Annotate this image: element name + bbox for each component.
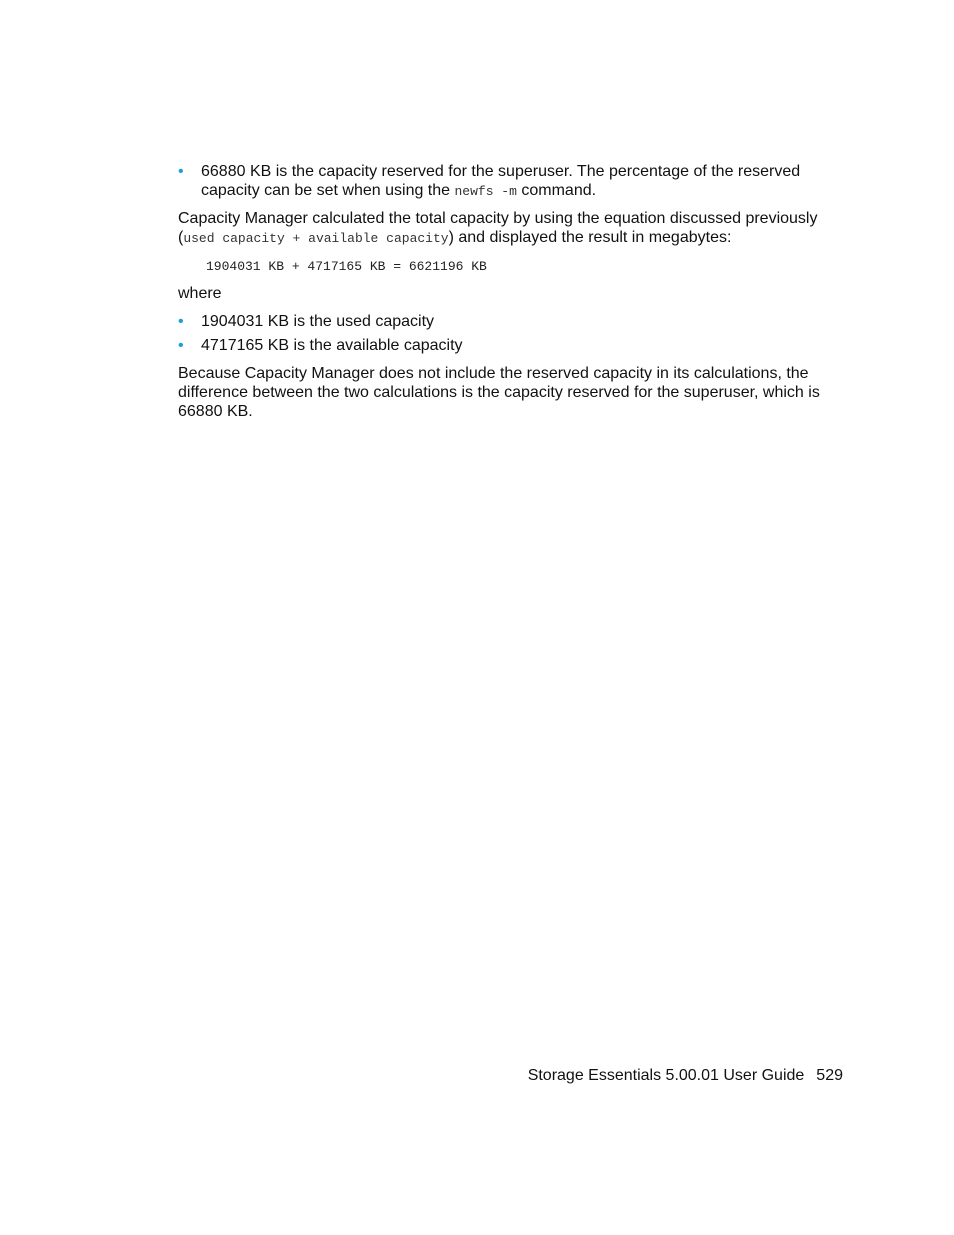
paragraph-text: Capacity Manager calculated the total capacity by using the equation discussed previously ( [178,210,818,246]
bullet-icon: • [178,163,184,180]
where-list [178,312,843,355]
where-label: where [178,285,222,302]
list-item-text: 66880 KB is the capacity reserved for the superuser. The percentage of the reserved capacity can be set when using the [201,163,801,199]
page-footer [528,1066,843,1086]
paragraph-text-end: ) and displayed the result in megabytes: [448,229,732,246]
list-item-text: 4717165 KB is the available capacity [201,337,463,354]
page-number: 529 [816,1067,843,1084]
paragraph-difference: Because Capacity Manager does not include the reserved capacity in its calculations, the difference between the two calculations is the capacity reserved for the superuser, which is 66880 KB. [178,365,820,420]
bullet-icon: • [178,337,184,354]
inline-code-equation: used capacity + available capacity [183,231,449,246]
list-item-used [178,312,843,331]
bullet-icon: • [178,313,184,330]
list-item-available [178,336,843,355]
inline-code-newfs: newfs -m [454,184,517,199]
page-content [178,162,843,421]
list-item-text-end: command. [516,182,597,199]
reserved-capacity-list [178,162,843,201]
paragraph-calculation [178,209,843,248]
list-item-text: 1904031 KB is the used capacity [201,313,435,330]
list-item-reserved [178,162,843,201]
footer-title: Storage Essentials 5.00.01 User Guide [527,1067,805,1084]
equation-code-block: 1904031 KB + 4717165 KB = 6621196 KB [206,259,487,274]
